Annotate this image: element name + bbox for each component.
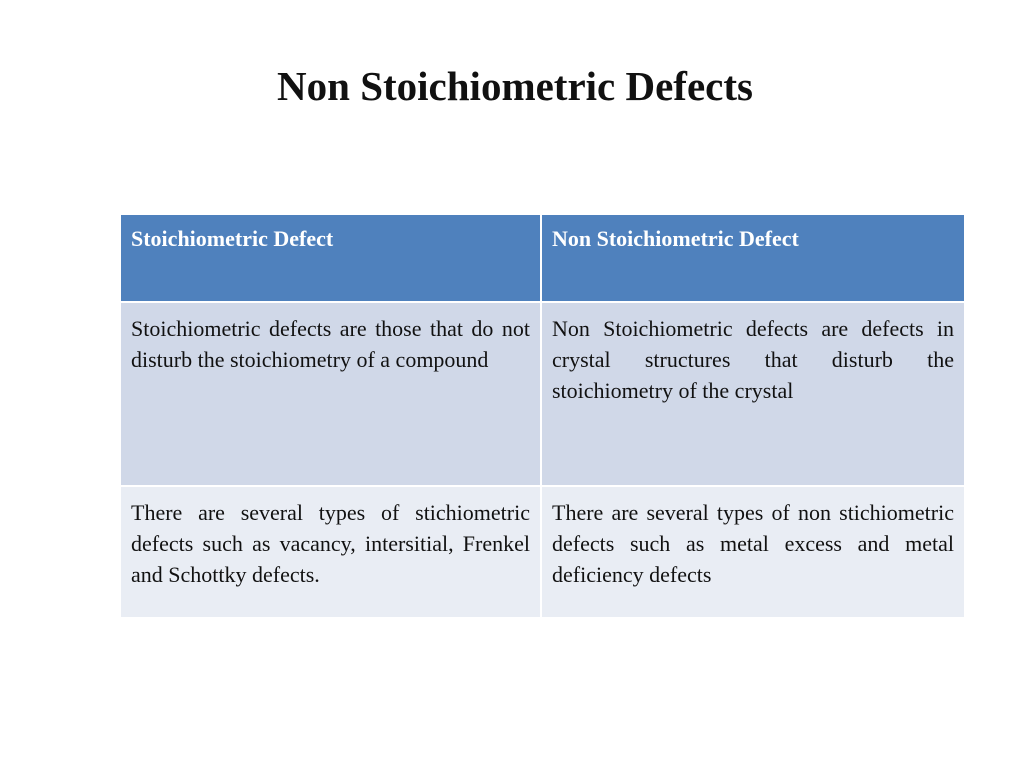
table-row [120,486,965,618]
header-stoichiometric-defect: Stoichiometric Defect [120,214,541,302]
table-cell-non-stoichiometric-definition: Non Stoichiometric defects are defects in crystal structures that disturb the stoichiometry of the crystal [541,302,965,486]
table-row [120,302,965,486]
table-cell-non-stoichiometric-types: There are several types of non stichiometric defects such as metal excess and metal deficiency defects [541,486,965,618]
comparison-table [119,213,966,619]
slide-title: Non Stoichiometric Defects [277,63,753,109]
header-non-stoichiometric-defect: Non Stoichiometric Defect [541,214,965,302]
table-cell-stoichiometric-definition: Stoichiometric defects are those that do not disturb the stoichiometry of a compound [120,302,541,486]
table-header-row [120,214,965,302]
table-cell-stoichiometric-types: There are several types of stichiometric defects such as vacancy, intersitial, Frenkel and Schottky defects. [120,486,541,618]
